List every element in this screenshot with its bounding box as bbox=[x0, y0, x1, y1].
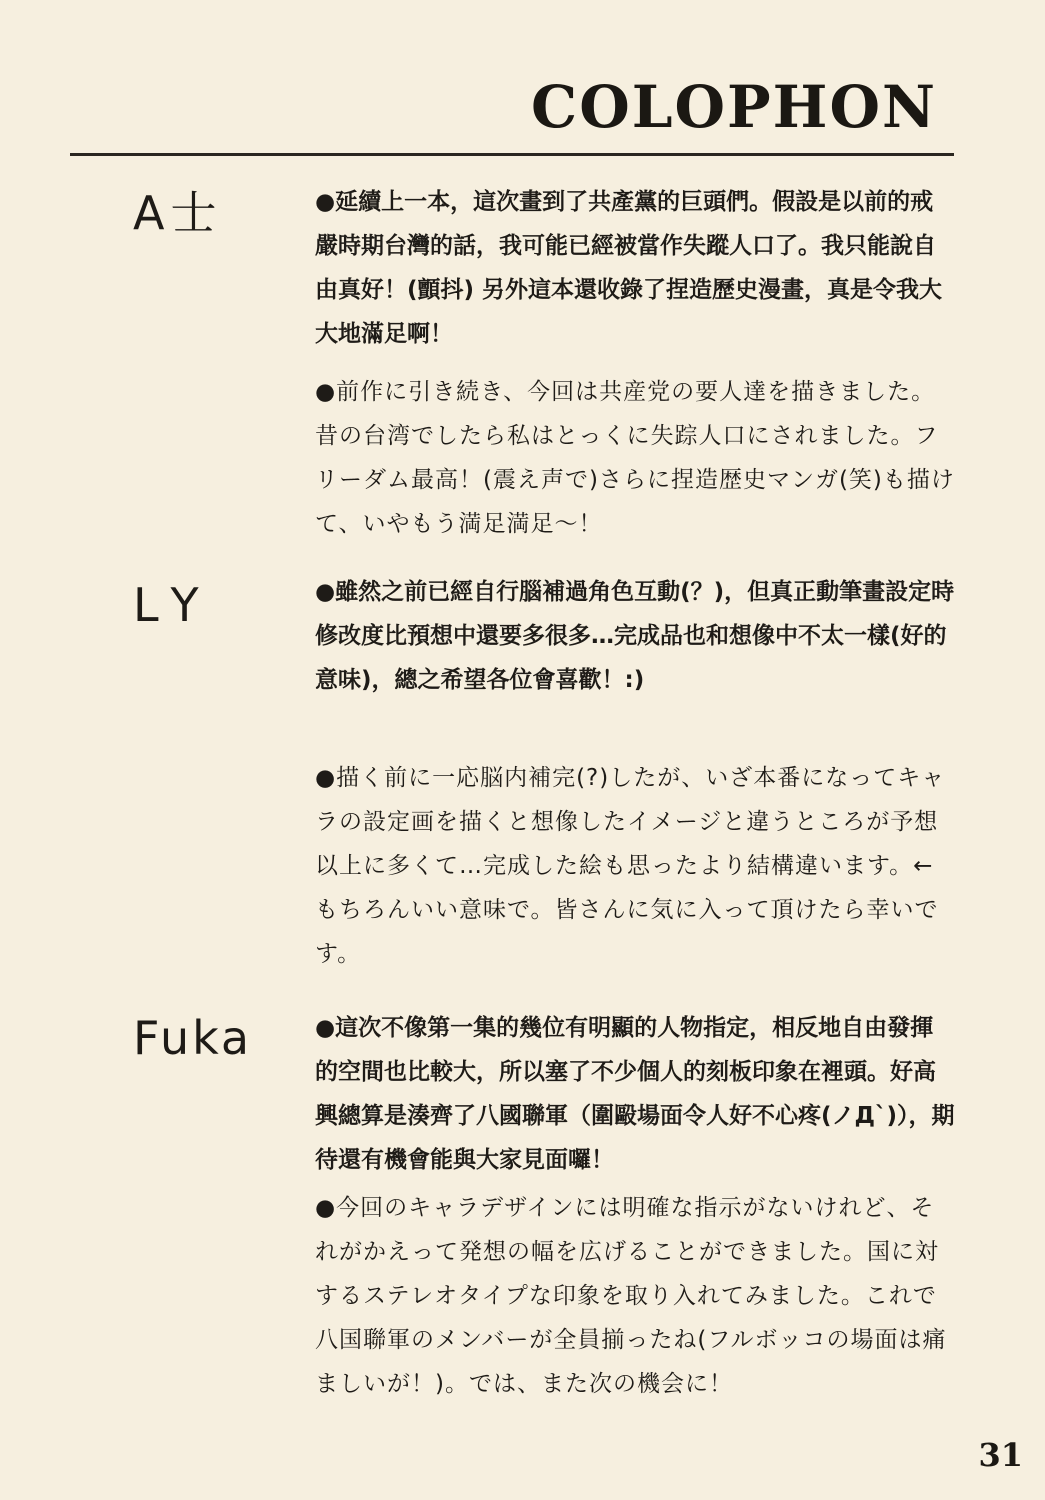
note-fuka-chinese: ●這次不像第一集的幾位有明顯的人物指定，相反地自由發揮的空間也比較大，所以塞了不少個人的刻板印象在裡頭。好高興總算是湊齊了八國聯軍（圍毆場面令人好不心疼(ノД`)），期待還有機會能與大家見面囉！ bbox=[315, 1015, 955, 1173]
note-ashi-japanese: ●前作に引き続き、今回は共産党の要人達を描きました。昔の台湾でしたら私はとっくに失踪人口にされました。フリーダム最高！(震え声で)さらに捏造歴史マンガ(笑)も描けて、いやもう満足満足～！ bbox=[315, 379, 955, 537]
note-ly-chinese: ●雖然之前已經自行腦補過角色互動(？)，但真正動筆畫設定時修改度比預想中還要多很多…完成品也和想像中不太一樣(好的意味)，總之希望各位會喜歡！:) bbox=[315, 579, 955, 693]
page-title: COLOPHON bbox=[531, 73, 937, 141]
author-name-ashi: A士 bbox=[133, 186, 223, 240]
note-ashi-chinese: ●延續上一本，這次畫到了共產黨的巨頭們。假設是以前的戒嚴時期台灣的話，我可能已經被當作失蹤人口了。我只能說自由真好！(顫抖) 另外這本還收錄了捏造歷史漫畫，真是令我大大地滿足啊！ bbox=[315, 189, 943, 347]
note-fuka-japanese: ●今回のキャラデザインには明確な指示がないけれど、それがかえって発想の幅を広げることができました。国に対するステレオタイプな印象を取り入れてみました。これで八国聯軍のメンバーが全員揃ったね(フルボッコの場面は痛ましいが！)。では、また次の機会に！ bbox=[315, 1195, 947, 1397]
author-name-ly: LY bbox=[133, 578, 217, 632]
note-ly-japanese: ●描く前に一応脳内補完(?)したが、いざ本番になってキャラの設定画を描くと想像したイメージと違うところが予想以上に多くて…完成した絵も思ったより結構違います。←もちろんいい意味で。皆さんに気に入って頂けたら幸いです。 bbox=[315, 765, 946, 967]
author-name-fuka: Fuka bbox=[133, 1011, 253, 1065]
page-number: 31 bbox=[978, 1436, 1023, 1474]
title-divider bbox=[70, 153, 954, 156]
